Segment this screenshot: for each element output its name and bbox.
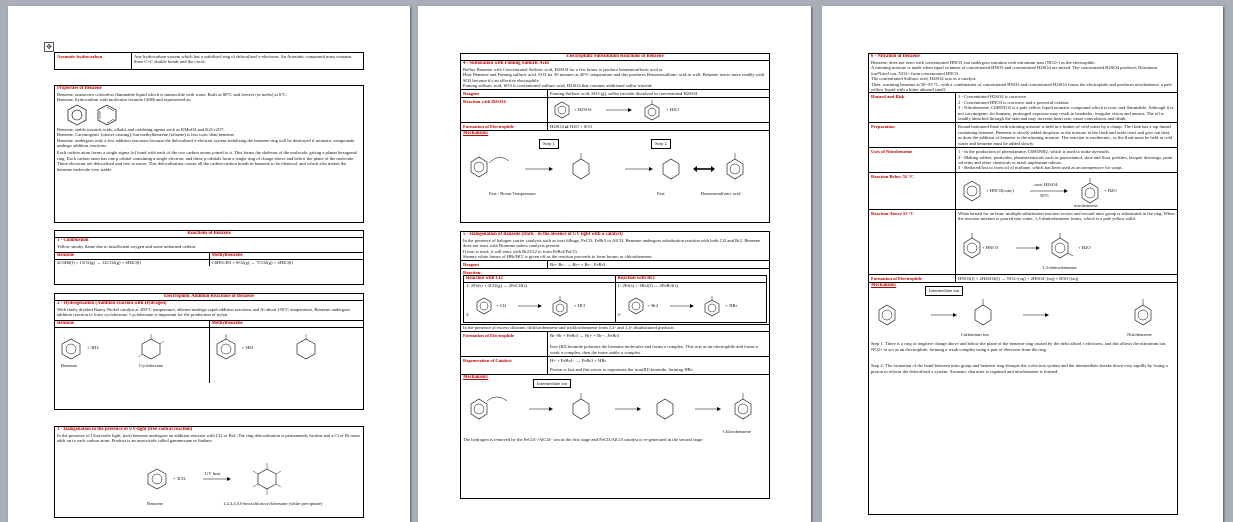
step2-box: Step 2 xyxy=(651,139,671,148)
combustion-eq-methylbenzene: C6H5CH3 + 9O2(g) → 7CO2(g) + 4H2O(l) xyxy=(211,260,293,266)
bromination-scheme xyxy=(626,294,766,318)
sulfonation-electrophile-label: Formation of Electrophile xyxy=(461,123,548,130)
document-page-3 xyxy=(822,6,1223,522)
halogenation-mech-label: Mechanism: xyxy=(463,374,489,380)
step-two-label-br: 2- xyxy=(617,312,622,318)
below-reagent: + HNO3(conc) xyxy=(986,187,1014,193)
sulfonation-mechanism-scheme xyxy=(465,149,765,189)
aromatic-definition-table xyxy=(54,52,364,70)
hydrogenation-title: 2 - Hydrogenation (Addition reaction with Hydrogen) xyxy=(57,301,167,306)
below-cond-temp: 50°C xyxy=(1040,192,1050,198)
nitration-electrophile: HNO3(l) + 2H2SO4(l) → NO2+(aq) + 2HSO4−(aq) + H3O+(aq) xyxy=(958,275,1079,281)
reaction-with-br2-label: Reaction with Br2 xyxy=(616,276,767,283)
regeneration-eq: H+ + FeBr4− → FeBr3 + HBr xyxy=(550,358,607,364)
nitration-electrophile-label: Formation of Electrophile xyxy=(869,275,956,282)
preparation-text: Round bottomed flask with nitrating mixture is held in a beaker of cold water by a clamp. The flask has a tap funnel containing benzene. Benzene is slowly added dropwise to the mixture in the flask and acids react and give out heat, as does the addition of benzene to the nitrating mixture. The reaction is exothermic, so the flask must be held in cold water and benzene must be added slowly. xyxy=(958,124,1173,146)
uv-condition: UV heat xyxy=(205,471,221,476)
uv-product-label: 1,2,3,4,5,6-hexachlorocyclohexane (white precipitate) xyxy=(223,501,323,506)
halogenation-mechanism xyxy=(461,375,769,451)
above-product: + H2O xyxy=(1078,244,1091,250)
properties-line: Benzene, unreactive colourless flammable liquid which is immiscible with water. Boils at 80°C and freezes (or melts) at 6°C. xyxy=(57,92,288,97)
sulfonation-line: Reflux Benzene with Concentrated Sulfuric acid, H2SO4 for a few hours to produce benzenesulfonic acid or xyxy=(463,67,663,72)
hydrogenation-col-methylbenzene: Methylbenzene xyxy=(210,321,364,328)
use-item: 2 - Making rubber, pesticides, pharmaceuticals such as paracetamol, shoe and floor polishes, lacquer dressings, paint solvents and other chemicals to mask unpleasant odours. xyxy=(958,154,1173,165)
sulfonation-line: Fuming sulfuric acid, SO3 is concentrated sulfuric acid, H2SO4 that contains additional sulfur trioxide xyxy=(461,83,769,89)
uv-halogenation-text: In the presence of Ultraviolet light, (not) benzene undergoes an addition reaction with Cl2 or Br2. The ring delocalisation is permanently broken and a Cl or Br atom adds on to each carbon atom. Product is an insecticide called gammexane or lindane. xyxy=(57,433,360,444)
preparation-row xyxy=(869,123,1177,148)
halogenation-electrophile-row xyxy=(461,332,769,357)
combustion-table xyxy=(55,252,363,265)
aromatic-term: Aromatic hydrocarbon xyxy=(55,53,132,69)
sulfonation-reaction-label: Reaction with H2SO4 xyxy=(461,98,548,122)
combustion-title: 1 - Combustion xyxy=(57,238,89,243)
regeneration-text: Proton is lost and this reacts to regenerate the iron(III) bromide, forming HBr. xyxy=(550,367,694,373)
cl-product: + HCl xyxy=(574,303,586,309)
nitration-intermediate-box: Intermediate ion xyxy=(925,286,963,295)
sulfonation-mechanism xyxy=(461,131,769,201)
sulfonation-reagent: Fuming Sulfuric acid, SO3 (g), sulfur trioxide dissolved in concentrated H2SO4 xyxy=(550,90,698,96)
sulfonation-section xyxy=(460,53,770,223)
product-benzenesulfonic-acid: Benzenesulfonic acid xyxy=(701,191,741,197)
nitration-line: A nitrating mixture is made when equal volumes of concentrated HNO3 and concentrated H2SO4 are mixed. The concentrated H2SO4 produces Nitronium ion/Nitryl ion, NO2+ from concentrated HNO3. xyxy=(871,65,1158,76)
nitration-mechanism xyxy=(869,283,1177,383)
halogenation-line: Steamy white fumes of HBr/HCl is given off as the reaction proceeds to form bromo or chlorobenzene. xyxy=(461,254,769,260)
properties-line: Benzene, undergoes only a few addition reactions because the delocalised π-electron system stabilising the benzene ring will be destroyed if aromatic compounds undergo addition reactions. xyxy=(57,137,355,149)
uv-benzene-label: Benzene xyxy=(147,501,163,506)
benzene-structures xyxy=(55,103,363,127)
sulfonation-electrophile-row xyxy=(461,123,769,131)
reactions-section xyxy=(54,230,364,285)
hydrogenation-text: With finely divided Raney Nickel catalyst at 200°C temperature, alkenes undergo rapid addition reactions and At about 150°C temperature, Benzene undergoes addition reaction to form cyclohexane. Cyclohexane is important for the production of nylon. xyxy=(57,307,351,318)
properties-line: Benzene, Carcinogenic (cancer causing), but methylbenzene (toluene) is less toxic than benzene. xyxy=(57,132,235,138)
below-product: + H2O xyxy=(1104,187,1117,193)
dinitrobenzene-label: 1,3-dinitrobenzene xyxy=(1042,264,1077,270)
uv-halogenation-title: 3 - Halogenation in the presence of UV-light (free radical reaction) xyxy=(57,427,193,432)
reaction-below-label: Reaction Below 55 °C xyxy=(869,173,956,209)
step1-box: Step 1 xyxy=(539,139,559,148)
halogenation-reaction-block xyxy=(461,269,769,325)
hydrogenation-reagent: + 3H2 xyxy=(87,344,99,350)
uv-halogenation-section xyxy=(54,426,364,518)
nitration-line: Then, warming benzene at 50−55 °C, with a combination of concentrated HNO3 and concentrated H2SO4 forms the electrophile and produces nitrobenzene, a pale yellow liquid with a bitter almond smell. xyxy=(869,82,1177,94)
aromatic-definition: Any hydrocarbon system which has a stabilised ring of delocalised π-electrons. An Aromatic compound must contains three C=C double bonds and the circle. xyxy=(134,54,352,65)
condition-fast: Fast xyxy=(657,191,665,197)
halogenation-electrophile-label: Formation of Electrophile xyxy=(461,332,548,356)
chlorination-scheme xyxy=(474,294,614,318)
halogenation-reaction-label: Reaction: xyxy=(463,270,482,276)
combustion-text: Yellow smoky flame due to insufficient oxygen and some unburned carbon. xyxy=(57,244,197,249)
properties-line: Benzene, hydrocarbon with molecular formula C6H6 and represented as; xyxy=(57,97,192,103)
hydrogenation-scheme xyxy=(59,331,209,371)
uses-label: Uses of Nitrobenzene xyxy=(869,148,956,172)
hazard-item: 3 - Nitrobenzene, C6H5NO2 is a pale yellow liquid aromatic compound which is toxic and flammable. Although it is not carcinogenic for humans, prolonged exposure may result in headache, irregular vision and nausea. The oil is readily absorbed through the skin and may increase heart rate, cause convulsions and death. xyxy=(958,105,1174,122)
hazard-item: 2 - Concentrated HNO3 is corrosive and a powerful oxidant. xyxy=(958,99,1070,105)
nitration-electrophile-row xyxy=(869,275,1177,283)
nitration-line: Benzene, does not react with concentrated HNO3, but undergoes nitration with nitronium ions (NO2+) as the electrophile. xyxy=(871,60,1096,65)
halogenation-reagent: Br+ Br− → Br+ + Br−, FeBr3 xyxy=(550,261,606,267)
sulfonation-line: Heat Benzene and Fuming sulfuric acid, SO3 for 30 minutes at 40°C temperature and this produces Benzenesulfonic acid as well. Benzene reacts more readily with SO3 because it's an effective electrophile. xyxy=(463,72,765,83)
uses-row xyxy=(869,148,1177,173)
regeneration-row xyxy=(461,357,769,375)
addition-section xyxy=(54,293,364,410)
excess-chlorine-note: In the presence of excess chlorine, dichlorobenzene and trichlorobenzene form 1,2- and 1,4- disubstituted products xyxy=(461,325,769,331)
regeneration-label: Regeneration of Catalyst xyxy=(461,357,548,374)
carbonium-ion-label: Carbonium ion xyxy=(961,332,989,338)
halogenation-mechanism-note: The hydrogen is removed by the FeCl4−/AlCl4− ion in the first stage and FeCl3/AlCl3 catalyst is re-generated in the second stage. xyxy=(463,436,704,442)
combustion-eq-benzene: 2C6H6(l) + 15O2(g) → 12CO2(g) + 6H2O(l) xyxy=(57,260,142,266)
document-page-1 xyxy=(8,6,410,522)
halogenation-line: In the presence of halogen carrier catalysts such as iron fillings, FeCl3, FeBr3 or AlCl3, Benzene undergoes substitution reaction with both Cl2 and Br2. Benzene does not react with Bromine unless catalysis present. xyxy=(463,238,761,249)
combustion-col-methylbenzene: Methylbenzene xyxy=(210,253,364,260)
methylbenzene-hydrogenation-reagent: + 3H2 xyxy=(241,344,254,350)
nitration-section xyxy=(868,53,1178,515)
properties-section xyxy=(54,85,364,223)
sulfonation-mech-label: Mechanism: xyxy=(463,131,489,137)
reaction-above-text: When heated for an hour, multiple substitution reaction occurs and second nitro group is substituted in the ring. When the reaction mixture is poured into water, 1,3-dinitrobenzene forms, which is a pale yellow solid. xyxy=(958,210,1175,222)
halogenation-line: If iron is used, it will react with Br2/Cl2 to form FeBr3/FeCl3. xyxy=(463,248,578,254)
preparation-label: Preparation xyxy=(869,123,956,147)
hydrogenation-col-benzene: Benzene xyxy=(55,321,209,328)
sulfonation-eq-reagent: + H2SO4 xyxy=(574,107,592,113)
properties-line: Benzene, stable towards acids, alkalis and oxidising agents such as KMnO4 and K2Cr2O7. xyxy=(57,126,225,132)
reaction-with-cl2-label: Reaction with Cl2 xyxy=(464,276,615,283)
sulfonation-eq-product: + H2O xyxy=(666,107,679,113)
sulfonation-electrophile: H2SO4 ⇌ H2O + SO3 xyxy=(550,124,592,130)
sulfonation-reaction-row xyxy=(461,98,769,123)
br-product: + HBr xyxy=(725,303,738,309)
properties-title: Properties of Benzene xyxy=(57,86,102,91)
cyclohexane-label: Cyclohexane xyxy=(139,362,163,368)
eq-iron-chlorine: 1- 2Fe(s) + 3Cl2(g) → 2FeCl3(s) xyxy=(466,283,528,289)
halogenation-reagent-row xyxy=(461,261,769,269)
hazard-label: Hazard and Risk xyxy=(869,93,956,122)
below-cond-acid: conc H2SO4 xyxy=(1034,181,1058,187)
halogenation-electrophile-eq: Br−Br + FeBr3 → Br+ + Br−...FeBr3 xyxy=(550,332,620,338)
sulfonation-title: 4 - Sulfonation with Fuming Sulfuric Acid xyxy=(463,61,549,66)
nitration-line: The concentrated Sulfuric acid, H2SO4 acts as a catalyst. xyxy=(871,76,977,82)
benzene-label: Benzene xyxy=(61,362,77,368)
document-page-2 xyxy=(418,6,811,522)
nitration-title: 6 - Nitration of Benzene xyxy=(871,54,920,59)
intermediate-ion-box: Intermediate ion xyxy=(533,379,571,388)
above-reagent: + HNO3 xyxy=(982,244,998,250)
reactions-title: Reactions of Benzene xyxy=(55,231,363,238)
step-two-label: 2- xyxy=(466,312,470,318)
reaction-below-row xyxy=(869,173,1177,210)
addition-title: Electrophilic Addition Reactions of Benzene xyxy=(55,294,363,301)
halogenation-title: 5 - Halogenation of Benzene (Dark - in the absence of UV light with a catalyst) xyxy=(463,232,623,237)
cl-reagent: + Cl2 xyxy=(496,303,507,309)
nitrobenzene-label: Nitrobenzene xyxy=(1127,332,1152,338)
chlorobenzene-label: Chlorobenzene xyxy=(723,428,751,434)
halogenation-electrophile-text: Iron (III) bromide polarises the bromine molecules and forms a complex. This acts as an electrophile and forms a weak π complex, then the more stable σ complex. xyxy=(550,344,758,355)
benzene-structure-icon xyxy=(65,103,145,127)
hydrogenation-table xyxy=(55,320,363,383)
substitution-title: Electrophilic Substitution Reactions of Benzene xyxy=(461,54,769,61)
reaction-above-row xyxy=(869,210,1177,275)
condition-fast-room-temp: Fast / Room Temperature xyxy=(489,191,536,197)
table-move-handle-icon[interactable]: ✥ xyxy=(44,42,54,52)
hazard-row xyxy=(869,93,1177,123)
below-nitrobenzene-label: nitrobenzene xyxy=(1074,202,1098,208)
halogenation-reagent-label: Reagent xyxy=(461,261,548,268)
properties-line: Each carbon atom forms a single sigma (σ) bond with each of the two carbon atoms joined to it. This forms the skeleton of the molecule, giving a planar hexagonal ring. Each carbon atom has one p orbital containing a single electron, and these p orbitals form a single ring of charge above and below the plane of the molecule. These electrons are delocalised and free to move. This delocalisation causes all the carbon-carbon bonds in benzene to be identical, and which also makes the benzene molecule very stable. xyxy=(57,150,358,172)
nitration-mechanism-scheme xyxy=(873,295,1173,331)
sulfonation-reagent-row xyxy=(461,90,769,98)
halogenation-section xyxy=(460,231,770,499)
nitration-step2: Step 2: The formation of the bond between nitro group and benzene ring disrupts the π electron system and the intermediate breaks down very rapidly by losing a proton to reform the delocalised π system. Aromatic character is regained and nitrobenzene is formed. xyxy=(871,363,1168,374)
nitration-mech-label: Mechanism: xyxy=(871,283,897,289)
hazard-item: 1 - Concentrated H2SO4 is corrosive xyxy=(958,94,1026,100)
sulfonation-reagent-label: Reagent xyxy=(461,90,548,97)
uv-reagent: + 3Cl2 xyxy=(173,476,186,481)
use-item: 3 - Reduced/lost to form oil of mirbane, which has been used as an inexpensive for soaps. xyxy=(958,165,1123,171)
nitration-step1: Step 1: There is a ring of negative charge above and below the plane of the benzene ring caused by the delocalised π electrons, and this allows the nitronium ion, NO2+ to act as an electrophile, forming a weak complex using a pair of electrons from the ring. xyxy=(871,341,1167,352)
eq-iron-bromine: 1- 2Fe(s) + 3Br2(l) → 2FeBr3(s) xyxy=(617,283,679,289)
use-item: 1 - In the production of phenylamine, C6H5NH2, which is used to make dyestuffs. xyxy=(958,149,1110,155)
reaction-above-label: Reaction Above 55 °C xyxy=(869,210,956,274)
br-reagent: + Br2 xyxy=(647,303,659,309)
halogenation-mechanism-scheme xyxy=(465,391,765,429)
combustion-col-benzene: Benzene xyxy=(55,253,209,260)
methylbenzene-hydrogenation-scheme xyxy=(214,331,364,371)
